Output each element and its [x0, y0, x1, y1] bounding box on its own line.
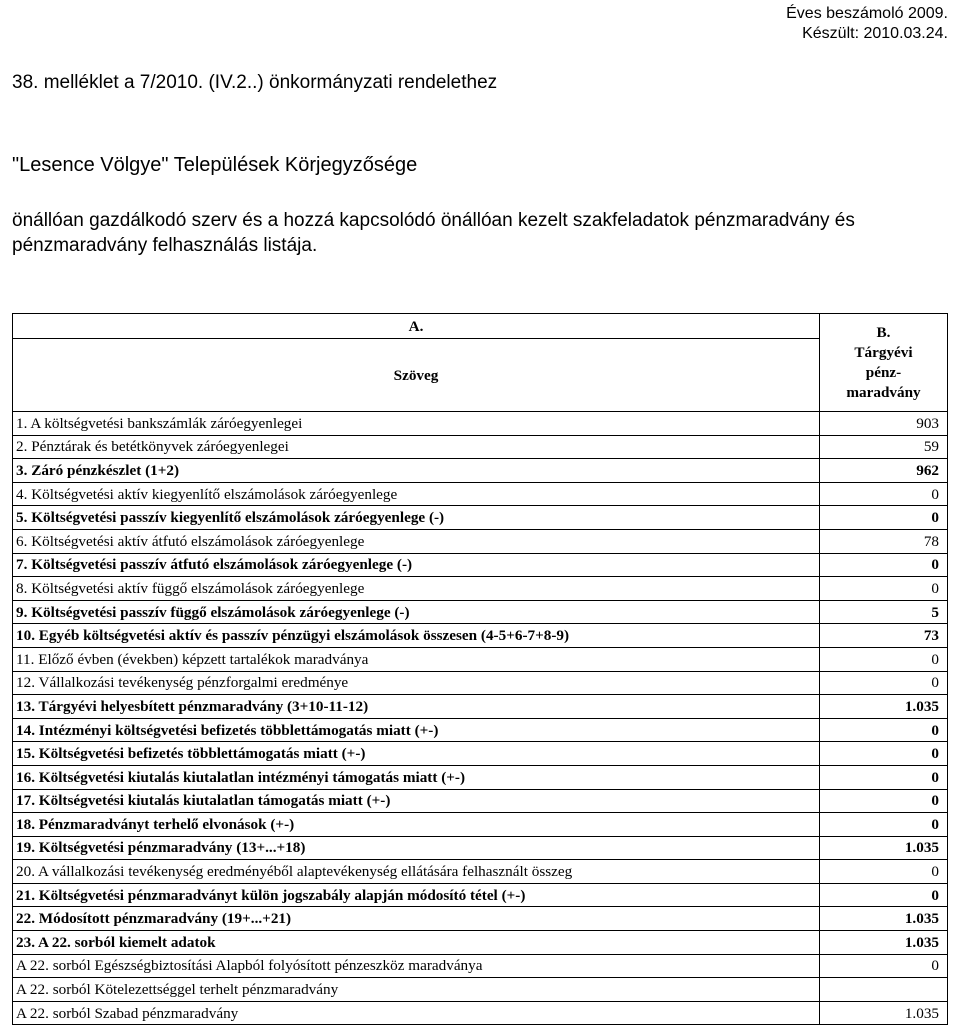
column-b-line2: pénz- — [865, 363, 902, 381]
row-value: 1.035 — [820, 907, 948, 931]
row-value: 0 — [820, 718, 948, 742]
table-row — [13, 907, 948, 931]
row-value: 0 — [820, 883, 948, 907]
row-value: 59 — [820, 435, 948, 459]
prepared-date: Készült: 2010.03.24. — [802, 25, 948, 42]
table-row — [13, 529, 948, 553]
table-row — [13, 459, 948, 483]
table-row — [13, 742, 948, 766]
row-value: 5 — [820, 600, 948, 624]
row-label: A 22. sorból Egészségbiztosítási Alapból folyósított pénzeszköz maradványa — [13, 954, 820, 978]
row-value: 0 — [820, 765, 948, 789]
table-row — [13, 836, 948, 860]
table-row — [13, 553, 948, 577]
row-value: 0 — [820, 742, 948, 766]
column-a-letter: A. — [13, 314, 820, 339]
table-row — [13, 718, 948, 742]
row-label: 11. Előző évben (években) képzett tartalékok maradványa — [13, 647, 820, 671]
table-row — [13, 789, 948, 813]
table-row — [13, 765, 948, 789]
table-row — [13, 1001, 948, 1025]
residual-funds-table — [12, 313, 948, 1025]
table-row — [13, 412, 948, 436]
row-label: 17. Költségvetési kiutalás kiutalatlan támogatás miatt (+-) — [13, 789, 820, 813]
row-label: 12. Vállalkozási tevékenység pénzforgalmi eredménye — [13, 671, 820, 695]
row-value: 73 — [820, 624, 948, 648]
row-value: 903 — [820, 412, 948, 436]
table-row — [13, 624, 948, 648]
row-label: A 22. sorból Szabad pénzmaradvány — [13, 1001, 820, 1025]
row-value: 962 — [820, 459, 948, 483]
table-row — [13, 954, 948, 978]
row-label: 22. Módosított pénzmaradvány (19+...+21) — [13, 907, 820, 931]
table-row — [13, 671, 948, 695]
column-b-line3: maradvány — [846, 383, 921, 401]
row-label: 8. Költségvetési aktív függő elszámolások záróegyenlege — [13, 577, 820, 601]
row-value: 78 — [820, 529, 948, 553]
row-value: 0 — [820, 482, 948, 506]
row-value: 1.035 — [820, 836, 948, 860]
row-value: 0 — [820, 671, 948, 695]
row-value: 0 — [820, 506, 948, 530]
report-title: Éves beszámoló 2009. — [786, 5, 948, 22]
row-value: 0 — [820, 789, 948, 813]
row-value: 0 — [820, 813, 948, 837]
row-value: 0 — [820, 553, 948, 577]
report-meta — [786, 4, 948, 44]
row-label: 20. A vállalkozási tevékenység eredményéből alaptevékenység ellátására felhasznált összeg — [13, 860, 820, 884]
table-row — [13, 883, 948, 907]
row-value: 0 — [820, 860, 948, 884]
row-value: 0 — [820, 954, 948, 978]
row-label: 16. Költségvetési kiutalás kiutalatlan intézményi támogatás miatt (+-) — [13, 765, 820, 789]
row-label: 18. Pénzmaradványt terhelő elvonások (+-) — [13, 813, 820, 837]
table-row — [13, 506, 948, 530]
row-value: 1.035 — [820, 931, 948, 955]
table-row — [13, 577, 948, 601]
table-row — [13, 482, 948, 506]
row-label: A 22. sorból Kötelezettséggel terhelt pénzmaradvány — [13, 978, 820, 1002]
row-label: 7. Költségvetési passzív átfutó elszámolások záróegyenlege (-) — [13, 553, 820, 577]
row-label: 5. Költségvetési passzív kiegyenlítő elszámolások záróegyenlege (-) — [13, 506, 820, 530]
row-label: 9. Költségvetési passzív függő elszámolások záróegyenlege (-) — [13, 600, 820, 624]
row-label: 15. Költségvetési befizetés többlettámogatás miatt (+-) — [13, 742, 820, 766]
row-label: 19. Költségvetési pénzmaradvány (13+...+18) — [13, 836, 820, 860]
row-value: 0 — [820, 577, 948, 601]
row-value: 1.035 — [820, 695, 948, 719]
row-label: 21. Költségvetési pénzmaradványt külön jogszabály alapján módosító tétel (+-) — [13, 883, 820, 907]
annex-reference: 38. melléklet a 7/2010. (IV.2..) önkormányzati rendelethez — [12, 72, 498, 93]
document-description: önállóan gazdálkodó szerv és a hozzá kapcsolódó önállóan kezelt szakfeladatok pénzmaradvány és pénzmaradvány felhasználás listája. — [12, 210, 855, 256]
row-label: 14. Intézményi költségvetési befizetés többlettámogatás miatt (+-) — [13, 718, 820, 742]
table-row — [13, 600, 948, 624]
row-label: 3. Záró pénzkészlet (1+2) — [13, 459, 820, 483]
table-row — [13, 860, 948, 884]
row-label: 10. Egyéb költségvetési aktív és passzív pénzügyi elszámolások összesen (4-5+6-7+8-9) — [13, 624, 820, 648]
row-label: 13. Tárgyévi helyesbített pénzmaradvány (3+10-11-12) — [13, 695, 820, 719]
row-value: 1.035 — [820, 1001, 948, 1025]
table-row — [13, 931, 948, 955]
column-b-header — [820, 314, 948, 412]
row-label: 2. Pénztárak és betétkönyvek záróegyenlegei — [13, 435, 820, 459]
row-value — [820, 978, 948, 1002]
column-b-letter: B. — [876, 323, 891, 341]
column-a-label: Szöveg — [13, 339, 820, 412]
table-row — [13, 435, 948, 459]
row-label: 1. A költségvetési bankszámlák záróegyenlegei — [13, 412, 820, 436]
organization-name: "Lesence Völgye" Települések Körjegyzősége — [12, 154, 418, 176]
row-label: 4. Költségvetési aktív kiegyenlítő elszámolások záróegyenlege — [13, 482, 820, 506]
table-row — [13, 978, 948, 1002]
table-row — [13, 647, 948, 671]
table-row — [13, 813, 948, 837]
row-label: 6. Költségvetési aktív átfutó elszámolások záróegyenlege — [13, 529, 820, 553]
column-b-line1: Tárgyévi — [854, 343, 913, 361]
table-body — [13, 412, 948, 1025]
row-value: 0 — [820, 647, 948, 671]
table-row — [13, 695, 948, 719]
row-label: 23. A 22. sorból kiemelt adatok — [13, 931, 820, 955]
